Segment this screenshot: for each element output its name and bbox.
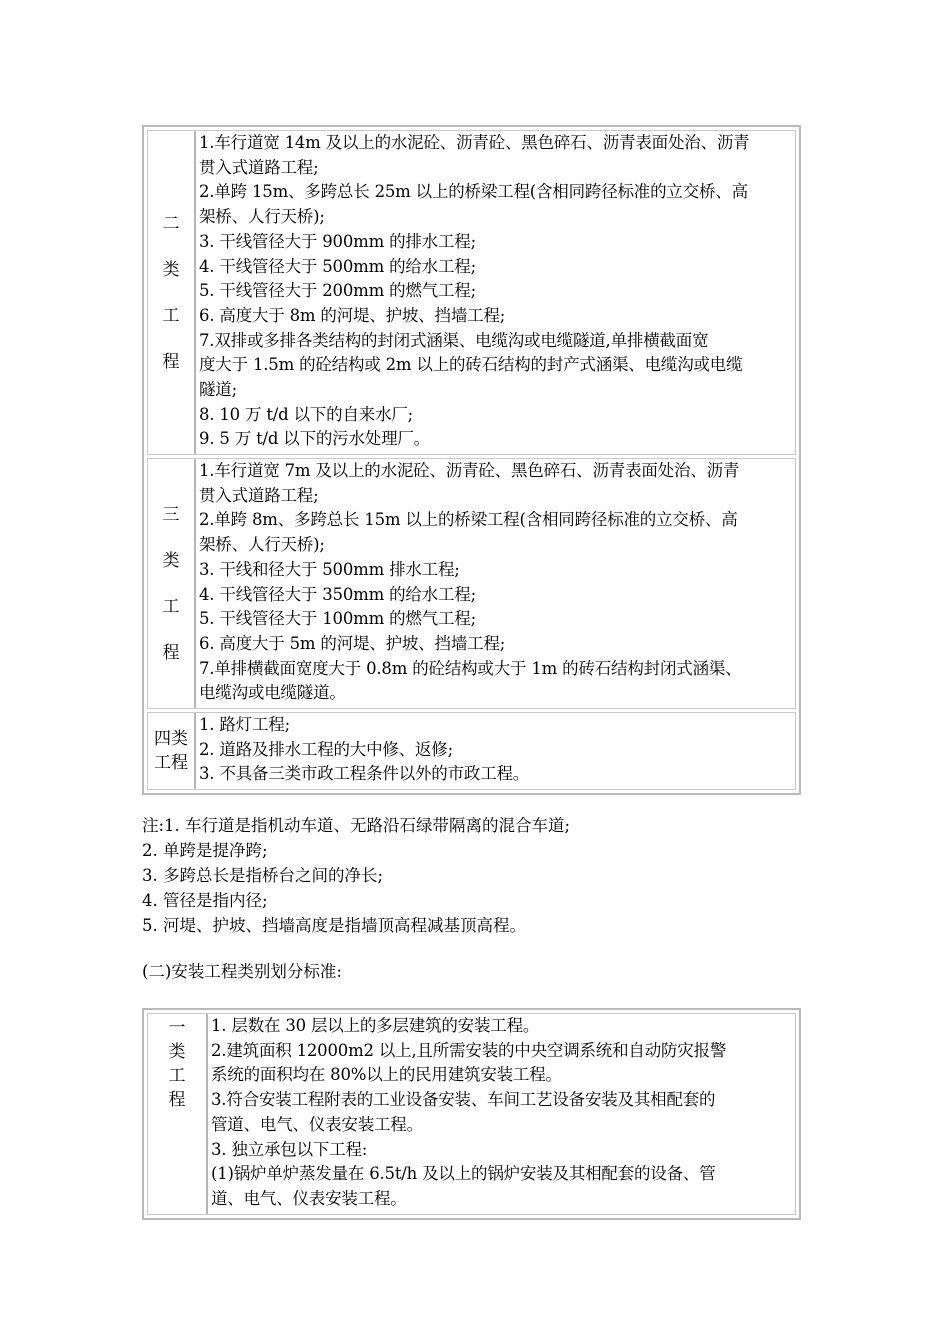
table-row — [147, 458, 796, 709]
note-line: 5. 河堤、护坡、挡墙高度是指墙顶高程减基顶高程。 — [142, 916, 526, 935]
criteria-line: (1)锅炉单炉蒸发量在 6.5t/h 及以上的锅炉安装及其相配套的设备、管 — [211, 1164, 716, 1184]
criteria-line: 1. 层数在 30 层以上的多层建筑的安装工程。 — [211, 1016, 540, 1035]
category-cell: 一 类 工 程 — [148, 1014, 208, 1214]
criteria-line: 3. 干线和径大于 500mm 排水工程; — [199, 559, 460, 579]
note-line: 4. 管径是指内径; — [142, 891, 268, 910]
criteria-line: 5. 干线管径大于 100mm 的燃气工程; — [199, 609, 476, 629]
criteria-cell — [208, 1014, 795, 1214]
section-subheading: (二)安装工程类别划分标准: — [142, 962, 342, 981]
criteria-line: 系统的面积均在 80%以上的民用建筑安装工程。 — [211, 1065, 562, 1085]
table-row — [147, 712, 796, 790]
criteria-cell — [196, 131, 795, 454]
criteria-line: 4. 干线管径大于 500mm 的给水工程; — [199, 256, 476, 276]
criteria-line: 管道、电气、仪表安装工程。 — [211, 1114, 423, 1134]
criteria-line: 道、电气、仪表安装工程。 — [211, 1188, 407, 1208]
criteria-line: 6. 高度大于 5m 的河堤、护坡、挡墙工程; — [199, 633, 506, 653]
criteria-line: 3. 独立承包以下工程: — [211, 1139, 368, 1159]
category-cell: 四类 工程 — [148, 713, 196, 789]
criteria-line: 电缆沟或电缆隧道。 — [199, 683, 346, 703]
criteria-line: 6. 高度大于 8m 的河堤、护坡、挡墙工程; — [199, 305, 506, 325]
criteria-line: 2.单跨 15m、多跨总长 25m 以上的桥梁工程(含相同跨径标准的立交桥、高 — [199, 182, 748, 202]
criteria-line: 2.单跨 8m、多跨总长 15m 以上的桥梁工程(含相同跨径标准的立交桥、高 — [199, 510, 738, 530]
criteria-line: 7.双排或多排各类结构的封闭式涵渠、电缆沟或电缆隧道,单排横截面宽 — [199, 330, 709, 350]
notes-block — [142, 813, 570, 938]
criteria-line: 贯入式道路工程; — [199, 485, 319, 505]
criteria-line: 3. 干线管径大于 900mm 的排水工程; — [199, 231, 476, 251]
criteria-line: 架桥、人行天桥); — [199, 535, 325, 555]
criteria-line: 7.单排横截面宽度大于 0.8m 的砼结构或大于 1m 的砖石结构封闭式涵渠、 — [199, 658, 742, 678]
table-row — [147, 130, 796, 455]
criteria-line: 3. 不具备三类市政工程条件以外的市政工程。 — [199, 764, 530, 784]
note-line: 2. 单跨是提净跨; — [142, 841, 268, 860]
category-cell: 二 类 工 程 — [148, 131, 196, 454]
installation-category-table — [142, 1008, 801, 1220]
criteria-cell — [196, 459, 795, 708]
criteria-line: 2.建筑面积 12000m2 以上,且所需安装的中央空调系统和自动防灾报警 — [211, 1040, 727, 1060]
criteria-cell — [196, 713, 795, 789]
note-line: 注:1. 车行道是指机动车道、无路沿石绿带隔离的混合车道; — [142, 816, 571, 835]
criteria-line: 1.车行道宽 14m 及以上的水泥砼、沥青砼、黑色碎石、沥青表面处治、沥青 — [199, 133, 750, 152]
criteria-line: 9. 5 万 t/d 以下的污水处理厂。 — [199, 429, 430, 449]
criteria-line: 2. 道路及排水工程的大中修、返修; — [199, 739, 453, 759]
criteria-line: 1. 路灯工程; — [199, 715, 290, 734]
criteria-line: 8. 10 万 t/d 以下的自来水厂; — [199, 404, 414, 424]
note-line: 3. 多跨总长是指桥台之间的净长; — [142, 866, 384, 885]
criteria-line: 3.符合安装工程附表的工业设备安装、车间工艺设备安装及其相配套的 — [211, 1090, 716, 1110]
criteria-line: 隧道; — [199, 380, 237, 400]
criteria-line: 度大于 1.5m 的砼结构或 2m 以上的砖石结构的封产式涵渠、电缆沟或电缆 — [199, 355, 743, 375]
criteria-line: 5. 干线管径大于 200mm 的燃气工程; — [199, 281, 476, 301]
criteria-line: 贯入式道路工程; — [199, 157, 319, 177]
municipal-category-table — [142, 125, 801, 795]
criteria-line: 1.车行道宽 7m 及以上的水泥砼、沥青砼、黑色碎石、沥青表面处治、沥青 — [199, 461, 740, 480]
criteria-line: 4. 干线管径大于 350mm 的给水工程; — [199, 584, 476, 604]
criteria-line: 架桥、人行天桥); — [199, 207, 325, 227]
category-cell: 三 类 工 程 — [148, 459, 196, 708]
table-row — [147, 1013, 796, 1215]
